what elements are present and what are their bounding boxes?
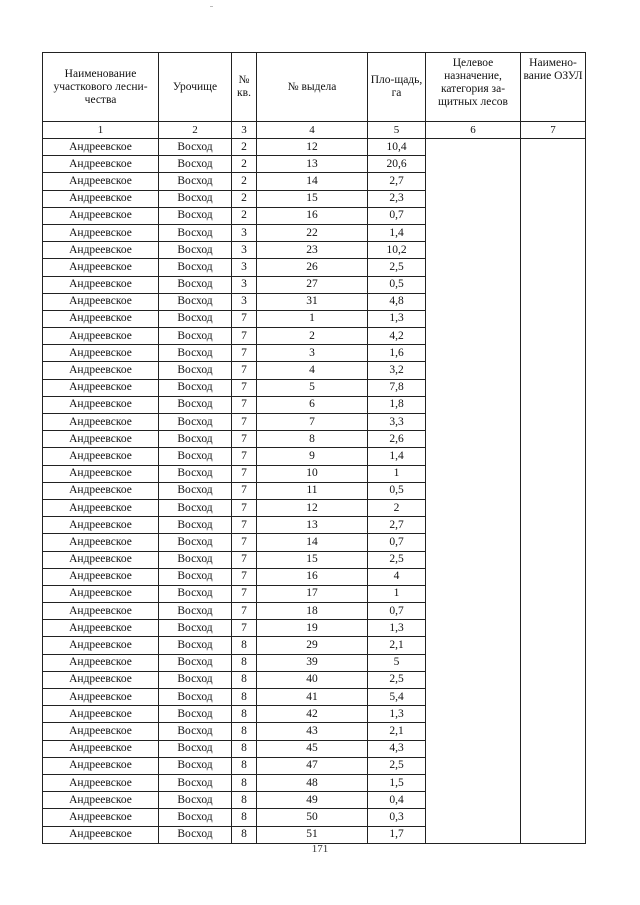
cell-quarter: 8 xyxy=(232,654,257,671)
cell-forestry: Андреевское xyxy=(43,310,159,327)
cell-quarter: 8 xyxy=(232,723,257,740)
cell-quarter: 7 xyxy=(232,603,257,620)
header-ozul: Наимено-вание ОЗУЛ xyxy=(521,53,586,122)
cell-purpose-empty xyxy=(426,139,521,844)
cell-tract: Восход xyxy=(159,139,232,156)
cell-quarter: 8 xyxy=(232,740,257,757)
cell-area: 2,7 xyxy=(368,517,426,534)
column-number: 1 xyxy=(43,122,159,139)
cell-tract: Восход xyxy=(159,465,232,482)
cell-forestry: Андреевское xyxy=(43,345,159,362)
cell-tract: Восход xyxy=(159,362,232,379)
cell-area: 1,4 xyxy=(368,448,426,465)
cell-area: 1 xyxy=(368,465,426,482)
cell-quarter: 8 xyxy=(232,774,257,791)
cell-forestry: Андреевское xyxy=(43,156,159,173)
cell-allotment: 13 xyxy=(257,156,368,173)
cell-forestry: Андреевское xyxy=(43,448,159,465)
cell-allotment: 6 xyxy=(257,396,368,413)
cell-allotment: 15 xyxy=(257,551,368,568)
cell-allotment: 13 xyxy=(257,517,368,534)
cell-quarter: 7 xyxy=(232,465,257,482)
cell-area: 2,7 xyxy=(368,173,426,190)
cell-quarter: 7 xyxy=(232,499,257,516)
cell-allotment: 2 xyxy=(257,328,368,345)
cell-allotment: 15 xyxy=(257,190,368,207)
cell-tract: Восход xyxy=(159,207,232,224)
column-number-row xyxy=(43,122,586,139)
cell-quarter: 7 xyxy=(232,310,257,327)
cell-allotment: 7 xyxy=(257,414,368,431)
cell-tract: Восход xyxy=(159,259,232,276)
cell-forestry: Андреевское xyxy=(43,757,159,774)
cell-tract: Восход xyxy=(159,757,232,774)
cell-area: 2,5 xyxy=(368,671,426,688)
cell-allotment: 47 xyxy=(257,757,368,774)
cell-forestry: Андреевское xyxy=(43,654,159,671)
cell-quarter: 7 xyxy=(232,448,257,465)
cell-forestry: Андреевское xyxy=(43,482,159,499)
cell-tract: Восход xyxy=(159,431,232,448)
cell-ozul-empty xyxy=(521,139,586,844)
cell-allotment: 17 xyxy=(257,585,368,602)
cell-allotment: 12 xyxy=(257,499,368,516)
cell-forestry: Андреевское xyxy=(43,689,159,706)
cell-area: 4,3 xyxy=(368,740,426,757)
cell-area: 1,4 xyxy=(368,224,426,241)
cell-forestry: Андреевское xyxy=(43,414,159,431)
cell-area: 1,3 xyxy=(368,620,426,637)
cell-tract: Восход xyxy=(159,499,232,516)
cell-tract: Восход xyxy=(159,345,232,362)
cell-area: 0,3 xyxy=(368,809,426,826)
header-tract: Урочище xyxy=(159,53,232,122)
cell-tract: Восход xyxy=(159,585,232,602)
cell-allotment: 12 xyxy=(257,139,368,156)
cell-forestry: Андреевское xyxy=(43,293,159,310)
cell-area: 0,7 xyxy=(368,534,426,551)
cell-area: 2,1 xyxy=(368,723,426,740)
cell-area: 4,2 xyxy=(368,328,426,345)
cell-forestry: Андреевское xyxy=(43,242,159,259)
cell-tract: Восход xyxy=(159,534,232,551)
cell-forestry: Андреевское xyxy=(43,671,159,688)
cell-allotment: 26 xyxy=(257,259,368,276)
cell-tract: Восход xyxy=(159,396,232,413)
cell-area: 5,4 xyxy=(368,689,426,706)
cell-forestry: Андреевское xyxy=(43,379,159,396)
cell-quarter: 7 xyxy=(232,379,257,396)
cell-area: 10,2 xyxy=(368,242,426,259)
cell-allotment: 45 xyxy=(257,740,368,757)
cell-allotment: 27 xyxy=(257,276,368,293)
cell-area: 20,6 xyxy=(368,156,426,173)
cell-quarter: 7 xyxy=(232,328,257,345)
column-number: 6 xyxy=(426,122,521,139)
cell-area: 2,5 xyxy=(368,259,426,276)
cell-area: 2,3 xyxy=(368,190,426,207)
cell-quarter: 8 xyxy=(232,792,257,809)
cell-allotment: 4 xyxy=(257,362,368,379)
cell-tract: Восход xyxy=(159,568,232,585)
cell-forestry: Андреевское xyxy=(43,551,159,568)
cell-area: 4 xyxy=(368,568,426,585)
cell-area: 0,7 xyxy=(368,603,426,620)
cell-quarter: 7 xyxy=(232,345,257,362)
column-number: 5 xyxy=(368,122,426,139)
column-number: 3 xyxy=(232,122,257,139)
cell-quarter: 2 xyxy=(232,173,257,190)
cell-quarter: 3 xyxy=(232,276,257,293)
cell-tract: Восход xyxy=(159,517,232,534)
cell-forestry: Андреевское xyxy=(43,706,159,723)
cell-area: 0,5 xyxy=(368,276,426,293)
cell-allotment: 42 xyxy=(257,706,368,723)
cell-tract: Восход xyxy=(159,310,232,327)
cell-allotment: 10 xyxy=(257,465,368,482)
cell-area: 2,5 xyxy=(368,551,426,568)
cell-quarter: 8 xyxy=(232,757,257,774)
cell-forestry: Андреевское xyxy=(43,568,159,585)
cell-allotment: 19 xyxy=(257,620,368,637)
cell-forestry: Андреевское xyxy=(43,740,159,757)
cell-forestry: Андреевское xyxy=(43,517,159,534)
cell-tract: Восход xyxy=(159,603,232,620)
cell-quarter: 8 xyxy=(232,637,257,654)
cell-tract: Восход xyxy=(159,774,232,791)
cell-area: 1,8 xyxy=(368,396,426,413)
cell-allotment: 22 xyxy=(257,224,368,241)
cell-tract: Восход xyxy=(159,276,232,293)
column-number: 2 xyxy=(159,122,232,139)
cell-quarter: 7 xyxy=(232,482,257,499)
cell-allotment: 29 xyxy=(257,637,368,654)
cell-forestry: Андреевское xyxy=(43,173,159,190)
cell-area: 10,4 xyxy=(368,139,426,156)
cell-forestry: Андреевское xyxy=(43,603,159,620)
cell-tract: Восход xyxy=(159,156,232,173)
cell-forestry: Андреевское xyxy=(43,809,159,826)
cell-allotment: 8 xyxy=(257,431,368,448)
cell-forestry: Андреевское xyxy=(43,328,159,345)
cell-forestry: Андреевское xyxy=(43,774,159,791)
cell-tract: Восход xyxy=(159,689,232,706)
cell-quarter: 7 xyxy=(232,517,257,534)
cell-area: 2,5 xyxy=(368,757,426,774)
cell-allotment: 49 xyxy=(257,792,368,809)
page-number: 171 xyxy=(311,843,329,855)
cell-area: 5 xyxy=(368,654,426,671)
cell-tract: Восход xyxy=(159,448,232,465)
cell-quarter: 7 xyxy=(232,362,257,379)
cell-quarter: 3 xyxy=(232,259,257,276)
header-quarter: № кв. xyxy=(232,53,257,122)
cell-tract: Восход xyxy=(159,224,232,241)
cell-allotment: 5 xyxy=(257,379,368,396)
cell-area: 1,7 xyxy=(368,826,426,843)
cell-forestry: Андреевское xyxy=(43,224,159,241)
cell-allotment: 41 xyxy=(257,689,368,706)
cell-allotment: 16 xyxy=(257,568,368,585)
cell-area: 1,5 xyxy=(368,774,426,791)
cell-area: 2 xyxy=(368,499,426,516)
cell-tract: Восход xyxy=(159,414,232,431)
cell-forestry: Андреевское xyxy=(43,534,159,551)
cell-allotment: 48 xyxy=(257,774,368,791)
cell-tract: Восход xyxy=(159,482,232,499)
cell-forestry: Андреевское xyxy=(43,499,159,516)
cell-forestry: Андреевское xyxy=(43,396,159,413)
cell-quarter: 8 xyxy=(232,809,257,826)
cell-forestry: Андреевское xyxy=(43,637,159,654)
cell-quarter: 8 xyxy=(232,826,257,843)
cell-area: 3,3 xyxy=(368,414,426,431)
cell-quarter: 8 xyxy=(232,706,257,723)
cell-allotment: 11 xyxy=(257,482,368,499)
cell-tract: Восход xyxy=(159,379,232,396)
column-number: 4 xyxy=(257,122,368,139)
cell-forestry: Андреевское xyxy=(43,826,159,843)
table-row xyxy=(43,139,586,156)
cell-quarter: 7 xyxy=(232,396,257,413)
cell-forestry: Андреевское xyxy=(43,620,159,637)
cell-tract: Восход xyxy=(159,637,232,654)
cell-forestry: Андреевское xyxy=(43,259,159,276)
header-purpose: Целевое назначение, категория за-щитных лесов xyxy=(426,53,521,122)
cell-quarter: 7 xyxy=(232,414,257,431)
cell-quarter: 7 xyxy=(232,534,257,551)
cell-tract: Восход xyxy=(159,654,232,671)
cell-quarter: 8 xyxy=(232,689,257,706)
cell-quarter: 8 xyxy=(232,671,257,688)
cell-quarter: 7 xyxy=(232,431,257,448)
cell-quarter: 2 xyxy=(232,207,257,224)
cell-tract: Восход xyxy=(159,671,232,688)
cell-allotment: 9 xyxy=(257,448,368,465)
cell-quarter: 3 xyxy=(232,293,257,310)
cell-forestry: Андреевское xyxy=(43,431,159,448)
cell-tract: Восход xyxy=(159,173,232,190)
cell-area: 0,7 xyxy=(368,207,426,224)
cell-forestry: Андреевское xyxy=(43,190,159,207)
cell-area: 1,3 xyxy=(368,310,426,327)
header-area: Пло-щадь, га xyxy=(368,53,426,122)
cell-tract: Восход xyxy=(159,792,232,809)
cell-allotment: 14 xyxy=(257,534,368,551)
cell-quarter: 7 xyxy=(232,551,257,568)
cell-allotment: 14 xyxy=(257,173,368,190)
cell-tract: Восход xyxy=(159,551,232,568)
scan-speck xyxy=(210,6,213,7)
cell-tract: Восход xyxy=(159,620,232,637)
cell-area: 7,8 xyxy=(368,379,426,396)
cell-tract: Восход xyxy=(159,293,232,310)
cell-area: 3,2 xyxy=(368,362,426,379)
cell-allotment: 18 xyxy=(257,603,368,620)
cell-allotment: 51 xyxy=(257,826,368,843)
cell-tract: Восход xyxy=(159,706,232,723)
cell-allotment: 40 xyxy=(257,671,368,688)
forest-table-document xyxy=(42,52,585,844)
cell-allotment: 50 xyxy=(257,809,368,826)
cell-area: 1 xyxy=(368,585,426,602)
cell-allotment: 1 xyxy=(257,310,368,327)
cell-forestry: Андреевское xyxy=(43,723,159,740)
header-row xyxy=(43,53,586,122)
cell-tract: Восход xyxy=(159,826,232,843)
cell-tract: Восход xyxy=(159,242,232,259)
cell-quarter: 2 xyxy=(232,156,257,173)
cell-forestry: Андреевское xyxy=(43,585,159,602)
cell-allotment: 39 xyxy=(257,654,368,671)
cell-forestry: Андреевское xyxy=(43,207,159,224)
cell-quarter: 2 xyxy=(232,139,257,156)
cell-forestry: Андреевское xyxy=(43,465,159,482)
cell-forestry: Андреевское xyxy=(43,362,159,379)
cell-allotment: 43 xyxy=(257,723,368,740)
cell-forestry: Андреевское xyxy=(43,276,159,293)
header-allotment: № выдела xyxy=(257,53,368,122)
cell-allotment: 23 xyxy=(257,242,368,259)
cell-area: 1,3 xyxy=(368,706,426,723)
table-body xyxy=(43,139,586,844)
cell-area: 1,6 xyxy=(368,345,426,362)
cell-forestry: Андреевское xyxy=(43,792,159,809)
cell-tract: Восход xyxy=(159,809,232,826)
cell-tract: Восход xyxy=(159,740,232,757)
cell-allotment: 31 xyxy=(257,293,368,310)
column-number: 7 xyxy=(521,122,586,139)
cell-tract: Восход xyxy=(159,328,232,345)
cell-tract: Восход xyxy=(159,723,232,740)
cell-quarter: 3 xyxy=(232,242,257,259)
cell-area: 0,4 xyxy=(368,792,426,809)
cell-area: 2,1 xyxy=(368,637,426,654)
header-forestry: Наименование участкового лесни-чества xyxy=(43,53,159,122)
cell-quarter: 3 xyxy=(232,224,257,241)
cell-area: 2,6 xyxy=(368,431,426,448)
cell-forestry: Андреевское xyxy=(43,139,159,156)
cell-quarter: 7 xyxy=(232,585,257,602)
cell-quarter: 2 xyxy=(232,190,257,207)
cell-area: 4,8 xyxy=(368,293,426,310)
cell-tract: Восход xyxy=(159,190,232,207)
cell-allotment: 3 xyxy=(257,345,368,362)
forest-plots-table xyxy=(42,52,586,844)
cell-area: 0,5 xyxy=(368,482,426,499)
cell-allotment: 16 xyxy=(257,207,368,224)
cell-quarter: 7 xyxy=(232,620,257,637)
cell-quarter: 7 xyxy=(232,568,257,585)
